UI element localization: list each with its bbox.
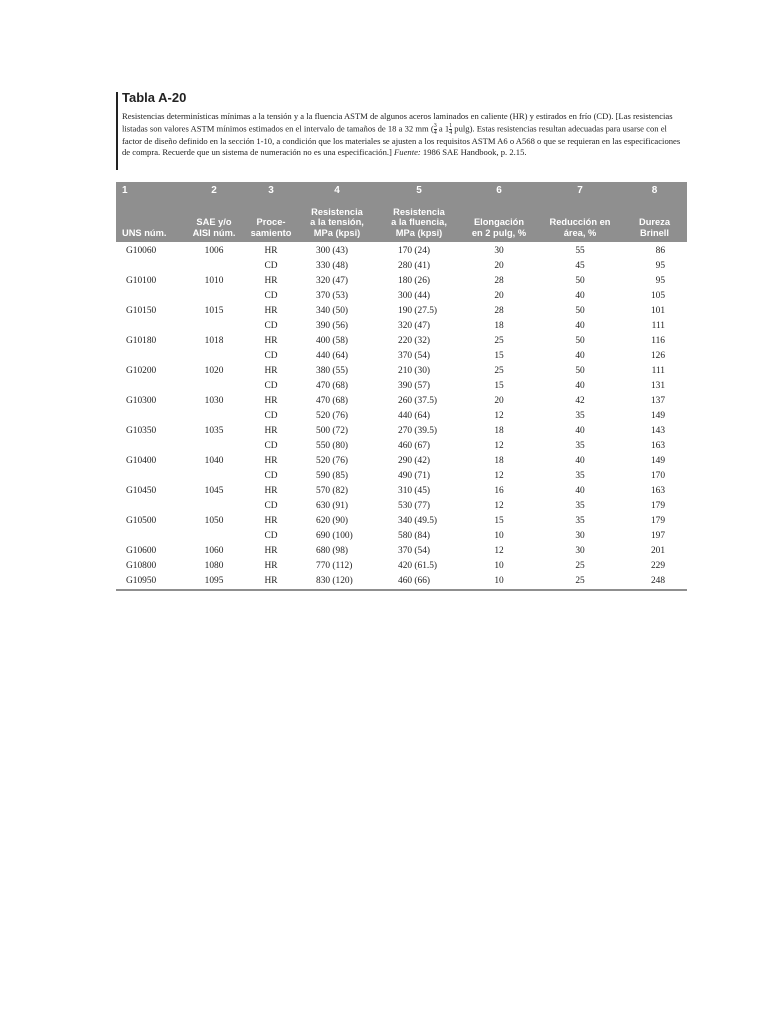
table-cell: 320 (47) — [398, 321, 431, 331]
table-cell: 280 (41) — [398, 261, 431, 271]
table-cell: G10180 — [126, 336, 157, 346]
frac2-numerator: 1 — [449, 122, 453, 129]
table-cell — [116, 409, 182, 424]
table-cell: 170 — [650, 471, 665, 481]
table-cell: 15 — [494, 516, 504, 526]
table-cell: 18 — [494, 426, 504, 436]
column-header-line: MPa (kpsi) — [395, 227, 443, 238]
table-cell: 50 — [575, 336, 585, 346]
table-cell: HR — [264, 456, 278, 466]
table-cell — [116, 439, 182, 454]
table-cell — [116, 289, 182, 304]
table-cell: CD — [264, 411, 278, 421]
table-cell — [116, 319, 182, 334]
table-cell: 1095 — [204, 576, 224, 586]
table-cell: 1015 — [204, 306, 224, 316]
table-cell: CD — [264, 501, 278, 511]
table-cell: 440 (64) — [316, 351, 349, 361]
table-cell: 500 (72) — [316, 426, 349, 436]
table-cell: 10 — [494, 561, 504, 571]
table-cell: 16 — [494, 486, 504, 496]
caption-part2: pulg). Estas resistencias resultan adecuadas para usarse con el factor de diseño definido en la sección 1-10, a condición que los materiales se ajusten a los requisitos ASTM A6 o A568 o que se requieran en las especificaciones de compra. Recuerde que un sistema de numeración no es una especificación.] — [122, 123, 681, 158]
table-cell: 131 — [650, 381, 665, 391]
column-number-6: 6 — [460, 182, 538, 198]
table-row — [116, 242, 687, 259]
table-cell — [116, 499, 182, 514]
table-cell: 18 — [494, 456, 504, 466]
column-header-7 — [538, 198, 622, 242]
table-cell: 163 — [650, 441, 665, 451]
table-cell — [116, 529, 182, 544]
table-cell: CD — [264, 381, 278, 391]
column-header-4 — [296, 198, 378, 242]
table-row — [116, 319, 687, 334]
table-cell: HR — [264, 246, 278, 256]
table-cell: 310 (45) — [398, 486, 431, 496]
column-header-line: Proce- — [256, 217, 286, 227]
table-cell: CD — [264, 351, 278, 361]
table-cell: 137 — [650, 396, 665, 406]
table-cell: 370 (53) — [316, 291, 349, 301]
column-header-line: Resistencia — [393, 206, 445, 217]
table-cell: 28 — [494, 276, 504, 286]
caption-part1: Resistencias determinísticas mínimas a la tensión y a la fluencia ASTM de algunos aceros laminados en caliente (HR) y estirados en frío (CD). [Las resistencias listadas son valores ASTM mínimos estimados en el intervalo de tamaños de 18 a 32 mm ( — [122, 111, 673, 134]
table-cell: 12 — [494, 471, 504, 481]
table-cell: 50 — [575, 276, 585, 286]
table-cell: G10350 — [126, 426, 157, 436]
column-header-line: AISI núm. — [192, 227, 236, 238]
table-cell: 20 — [494, 291, 504, 301]
table-cell — [182, 349, 246, 364]
table-cell: 30 — [575, 546, 585, 556]
table-row — [116, 559, 687, 574]
table-cell: 180 (26) — [398, 276, 431, 286]
frac2-denominator: 4 — [449, 129, 453, 136]
column-header-line: a la fluencia, — [391, 217, 447, 227]
table-cell — [182, 439, 246, 454]
column-header-line: SAE y/o — [196, 217, 232, 227]
table-cell — [116, 349, 182, 364]
table-cell: 260 (37.5) — [398, 396, 438, 406]
table-cell: G10950 — [126, 576, 157, 586]
table-cell: 400 (58) — [316, 336, 349, 346]
table-cell: 390 (56) — [316, 321, 349, 331]
table-cell: 370 (54) — [398, 546, 431, 556]
table-cell: 143 — [650, 426, 665, 436]
column-number-5: 5 — [378, 182, 460, 198]
table-row — [116, 259, 687, 274]
table-caption — [116, 111, 682, 159]
table-row — [116, 289, 687, 304]
table-bottom-rule — [116, 589, 687, 591]
table-cell: 35 — [575, 516, 585, 526]
table-cell: 179 — [650, 501, 665, 511]
table-cell: 25 — [575, 561, 585, 571]
table-cell: 111 — [651, 366, 665, 376]
table-cell: 1040 — [204, 456, 224, 466]
column-header-line: samiento — [250, 227, 292, 238]
table-cell: 1020 — [204, 366, 224, 376]
column-header-row — [116, 198, 687, 242]
table-cell: 40 — [575, 456, 585, 466]
column-header-1 — [116, 198, 182, 242]
table-row — [116, 484, 687, 499]
table-cell: 25 — [494, 336, 504, 346]
column-number-2: 2 — [182, 182, 246, 198]
table-cell: CD — [264, 531, 278, 541]
table-cell: CD — [264, 291, 278, 301]
table-cell: 18 — [494, 321, 504, 331]
table-cell: G10200 — [126, 366, 157, 376]
table-cell: 390 (57) — [398, 381, 431, 391]
table-cell: 116 — [651, 336, 665, 346]
table-row — [116, 349, 687, 364]
table-row — [116, 394, 687, 409]
frac1-numerator: 3 — [433, 122, 437, 129]
table-cell: G10100 — [126, 276, 157, 286]
table-cell: 770 (112) — [316, 561, 353, 571]
table-cell — [116, 379, 182, 394]
table-cell: 15 — [494, 381, 504, 391]
table-cell: G10060 — [126, 246, 157, 256]
table-cell: 580 (84) — [398, 531, 431, 541]
column-header-line: Reducción en — [549, 217, 611, 227]
table-cell: 460 (67) — [398, 441, 431, 451]
column-number-1: 1 — [116, 182, 182, 198]
data-table — [116, 182, 687, 589]
table-row — [116, 529, 687, 544]
table-cell: 149 — [650, 456, 665, 466]
table-cell: 35 — [575, 501, 585, 511]
table-cell: 1045 — [204, 486, 224, 496]
table-cell: G10800 — [126, 561, 157, 571]
table-cell: 42 — [575, 396, 585, 406]
table-cell — [182, 259, 246, 274]
table-cell: 15 — [494, 351, 504, 361]
table-cell — [182, 499, 246, 514]
table-cell: 380 (55) — [316, 366, 349, 376]
table-cell: 126 — [650, 351, 665, 361]
table-cell: 290 (42) — [398, 456, 431, 466]
table-cell: 680 (98) — [316, 546, 349, 556]
table-cell — [182, 379, 246, 394]
document-block — [116, 90, 687, 159]
table-cell: 1050 — [204, 516, 224, 526]
source-text: 1986 SAE Handbook, p. 2.15. — [420, 147, 527, 158]
table-cell — [182, 529, 246, 544]
table-row — [116, 304, 687, 319]
table-cell: 201 — [650, 546, 665, 556]
table-cell: 220 (32) — [398, 336, 431, 346]
table-row — [116, 514, 687, 529]
table-cell: 149 — [650, 411, 665, 421]
table-cell: 340 (49.5) — [398, 516, 438, 526]
column-header-6 — [460, 198, 538, 242]
table-cell: 340 (50) — [316, 306, 349, 316]
table-cell: HR — [264, 561, 278, 571]
table-title: Tabla A-20 — [122, 90, 187, 105]
table-cell: HR — [264, 276, 278, 286]
column-number-7: 7 — [538, 182, 622, 198]
table-cell: 229 — [650, 561, 665, 571]
table-row — [116, 409, 687, 424]
table-cell: HR — [264, 546, 278, 556]
column-header-line: Resistencia — [311, 206, 363, 217]
table-cell: 210 (30) — [398, 366, 431, 376]
table-cell: 320 (47) — [316, 276, 349, 286]
table-cell: 40 — [575, 381, 585, 391]
column-number-3: 3 — [246, 182, 296, 198]
table-cell: 1060 — [204, 546, 224, 556]
table-cell: HR — [264, 306, 278, 316]
table-cell: 12 — [494, 411, 504, 421]
table-cell: 520 (76) — [316, 411, 349, 421]
table-cell: 40 — [575, 321, 585, 331]
table-cell: 40 — [575, 351, 585, 361]
table-cell: 40 — [575, 291, 585, 301]
table-cell: 1010 — [204, 276, 224, 286]
table-cell: 40 — [575, 426, 585, 436]
column-header-3 — [246, 198, 296, 242]
table-cell: 30 — [494, 246, 504, 256]
table-cell: 86 — [655, 246, 665, 256]
table-cell: 330 (48) — [316, 261, 349, 271]
table-row — [116, 544, 687, 559]
table-cell: 50 — [575, 306, 585, 316]
table-cell: 460 (66) — [398, 576, 431, 586]
table-cell: 370 (54) — [398, 351, 431, 361]
table-cell: 190 (27.5) — [398, 306, 438, 316]
table-cell: 12 — [494, 546, 504, 556]
table-cell: 25 — [575, 576, 585, 586]
table-cell: 10 — [494, 576, 504, 586]
table-row — [116, 469, 687, 484]
table-cell: 55 — [575, 246, 585, 256]
column-header-5 — [378, 198, 460, 242]
table-cell: 550 (80) — [316, 441, 349, 451]
table-cell: 111 — [651, 321, 665, 331]
table-cell: HR — [264, 366, 278, 376]
table-cell: 620 (90) — [316, 516, 349, 526]
table-body — [116, 242, 687, 589]
table-row — [116, 334, 687, 349]
table-cell: 248 — [650, 576, 665, 586]
column-header-line: Brinell — [640, 227, 669, 238]
table-cell: 1030 — [204, 396, 224, 406]
table-cell: 490 (71) — [398, 471, 431, 481]
table-row — [116, 379, 687, 394]
table-cell: 35 — [575, 471, 585, 481]
column-number-8: 8 — [622, 182, 687, 198]
column-number-4: 4 — [296, 182, 378, 198]
table-cell: 30 — [575, 531, 585, 541]
table-cell: 1018 — [204, 336, 224, 346]
table-cell: 1080 — [204, 561, 224, 571]
table-cell: G10400 — [126, 456, 157, 466]
table-cell: 105 — [650, 291, 665, 301]
table-row — [116, 574, 687, 589]
table-cell: 630 (91) — [316, 501, 349, 511]
table-row — [116, 454, 687, 469]
table-cell: 95 — [655, 261, 665, 271]
table-cell: HR — [264, 486, 278, 496]
table-row — [116, 364, 687, 379]
table-cell: G10500 — [126, 516, 157, 526]
frac1-denominator: 4 — [433, 129, 437, 136]
table-cell: 270 (39.5) — [398, 426, 438, 436]
table-cell: 470 (68) — [316, 396, 349, 406]
table-cell: 440 (64) — [398, 411, 431, 421]
column-header-line: en 2 pulg, % — [471, 227, 527, 238]
table-cell: G10600 — [126, 546, 157, 556]
table-cell: CD — [264, 261, 278, 271]
table-cell: 163 — [650, 486, 665, 496]
table-cell: 520 (76) — [316, 456, 349, 466]
table-cell: 12 — [494, 441, 504, 451]
table-cell: G10300 — [126, 396, 157, 406]
column-number-row — [116, 182, 687, 198]
table-cell: CD — [264, 321, 278, 331]
table-cell: 35 — [575, 411, 585, 421]
column-header-line: área, % — [563, 227, 597, 238]
column-header-8 — [622, 198, 687, 242]
table-cell: HR — [264, 576, 278, 586]
table-cell: 470 (68) — [316, 381, 349, 391]
table-cell: 570 (82) — [316, 486, 349, 496]
table-row — [116, 424, 687, 439]
table-cell: 300 (44) — [398, 291, 431, 301]
table-cell: 420 (61.5) — [398, 561, 438, 571]
table-cell: 40 — [575, 486, 585, 496]
table-cell: 28 — [494, 306, 504, 316]
table-cell: HR — [264, 516, 278, 526]
column-header-line: Elongación — [473, 217, 525, 227]
table-cell: 530 (77) — [398, 501, 431, 511]
column-header-line: MPa (kpsi) — [313, 227, 361, 238]
table-cell — [116, 259, 182, 274]
table-row — [116, 499, 687, 514]
table-cell: 590 (85) — [316, 471, 349, 481]
table-cell: 300 (43) — [316, 246, 349, 256]
table-cell — [182, 289, 246, 304]
table-cell: 179 — [650, 516, 665, 526]
caption-mid: a 1 — [436, 123, 450, 134]
table-cell: G10450 — [126, 486, 157, 496]
table-cell — [182, 409, 246, 424]
table-cell: 1006 — [204, 246, 224, 256]
table-cell: 830 (120) — [316, 576, 353, 586]
table-cell — [116, 469, 182, 484]
table-cell: 35 — [575, 441, 585, 451]
table-cell: CD — [264, 471, 278, 481]
table-cell: 197 — [650, 531, 665, 541]
table-cell: 12 — [494, 501, 504, 511]
table-cell: 50 — [575, 366, 585, 376]
table-cell — [182, 469, 246, 484]
table-cell: G10150 — [126, 306, 157, 316]
table-cell: CD — [264, 441, 278, 451]
table-cell: 101 — [650, 306, 665, 316]
table-cell: 1035 — [204, 426, 224, 436]
column-header-2 — [182, 198, 246, 242]
table-cell: HR — [264, 426, 278, 436]
column-header-line: UNS núm. — [122, 227, 167, 238]
table-cell: 25 — [494, 366, 504, 376]
table-cell: HR — [264, 396, 278, 406]
column-header-line: a la tensión, — [310, 217, 364, 227]
table-cell: 45 — [575, 261, 585, 271]
table-cell: HR — [264, 336, 278, 346]
table-cell: 95 — [655, 276, 665, 286]
table-row — [116, 439, 687, 454]
table-cell: 20 — [494, 261, 504, 271]
column-header-line: Dureza — [638, 217, 670, 227]
table-cell: 20 — [494, 396, 504, 406]
table-row — [116, 274, 687, 289]
table-cell: 10 — [494, 531, 504, 541]
source-label: Fuente: — [394, 147, 421, 158]
table-cell: 170 (24) — [398, 246, 431, 256]
table-cell — [182, 319, 246, 334]
table-cell: 690 (100) — [316, 531, 353, 541]
